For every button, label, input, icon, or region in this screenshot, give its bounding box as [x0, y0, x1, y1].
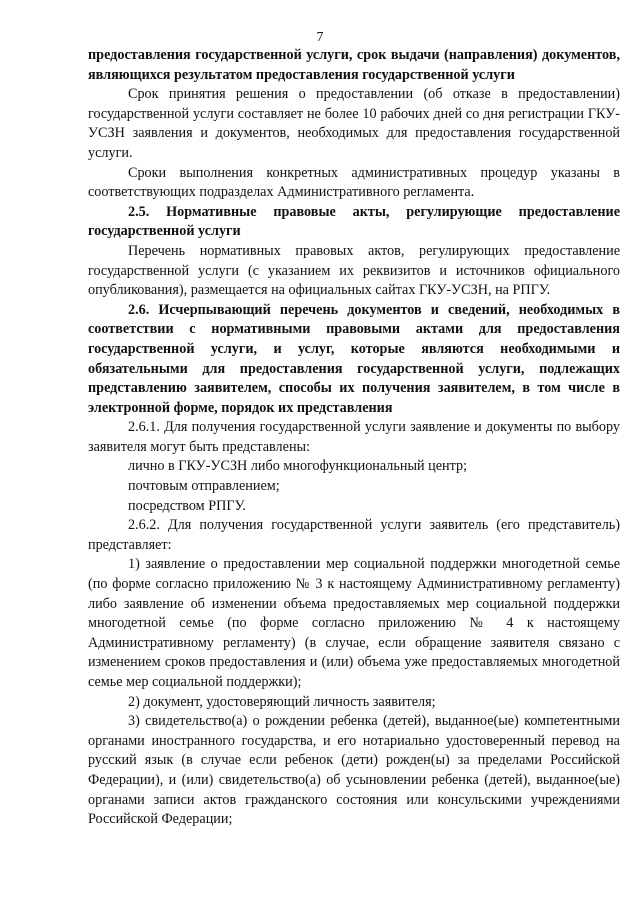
list-item-in-person: лично в ГКУ-УСЗН либо многофункциональный центр;	[128, 458, 468, 475]
paragraph-legal-acts: Перечень нормативных правовых актов, регулирующих предоставление государственной услуги (с указанием их реквизитов и источников официального опубликования), размещается на официальных сайтах ГКУ-УСЗН, на РПГУ.	[88, 242, 620, 299]
heading-continuation: предоставления государственной услуги, срок выдачи (направления) документов, являющихся результатом предоставления государственной услуги	[88, 47, 620, 83]
paragraph-2-6-2: 2.6.2. Для получения государственной услуги заявитель (его представитель) представляет:	[88, 517, 620, 553]
paragraph-2-6-1: 2.6.1. Для получения государственной услуги заявление и документы по выбору заявителя могут быть представлены:	[88, 419, 620, 455]
section-heading-2-5: 2.5. Нормативные правовые акты, регулирующие предоставление государственной услуги	[88, 203, 620, 240]
page-number: 7	[316, 30, 324, 45]
list-item-application: 1) заявление о предоставлении мер социальной поддержки многодетной семье (по форме согласно приложению № 3 к настоящему Административному регламенту) либо заявление об изменении объема предоставляемых мер социальной поддержки многодетной семье (по форме согласно приложению № 4 к настоящему Административному регламенту) (в случае, если обращение заявителя связано с изменением сроков предоставления и (или) объема уже предоставляемых многодетной семье мер социальной поддержки);	[88, 556, 620, 690]
list-item-birth-certificate: 3) свидетельство(а) о рождении ребенка (детей), выданное(ые) компетентными органами иностранного государства, и его нотариально удостоверенный перевод на русский язык (в случае если ребенок (дети) рожден(ы) за пределами Российской Федерации), и (или) свидетельство(а) об усыновлении ребенка (детей), выданное(ые) органами записи актов гражданского состояния или консульскими учреждениями Российской Федерации;	[88, 713, 620, 828]
list-item-mail: почтовым отправлением;	[128, 478, 280, 495]
section-heading-2-6: 2.6. Исчерпывающий перечень документов и сведений, необходимых в соответствии с нормативными правовыми актами для предоставления государственной услуги, и услуг, которые являются необходимыми и обязательными для предоставления государственной услуги, подлежащих представлению заявителем, способы их получения заявителем, в том числе в электронной форме, порядок их представления	[88, 301, 620, 416]
paragraph-decision-term: Срок принятия решения о предоставлении (об отказе в предоставлении) государственной услуги составляет не более 10 рабочих дней со дня регистрации ГКУ-УСЗН заявления и документов, необходимых для предоставления государственной услуги.	[88, 86, 620, 161]
paragraph-procedure-terms: Сроки выполнения конкретных административных процедур указаны в соответствующих подразделах Административного регламента.	[88, 164, 620, 201]
list-item-identity-document: 2) документ, удостоверяющий личность заявителя;	[128, 693, 436, 710]
list-item-portal: посредством РПГУ.	[128, 497, 246, 514]
document-body	[88, 46, 620, 830]
